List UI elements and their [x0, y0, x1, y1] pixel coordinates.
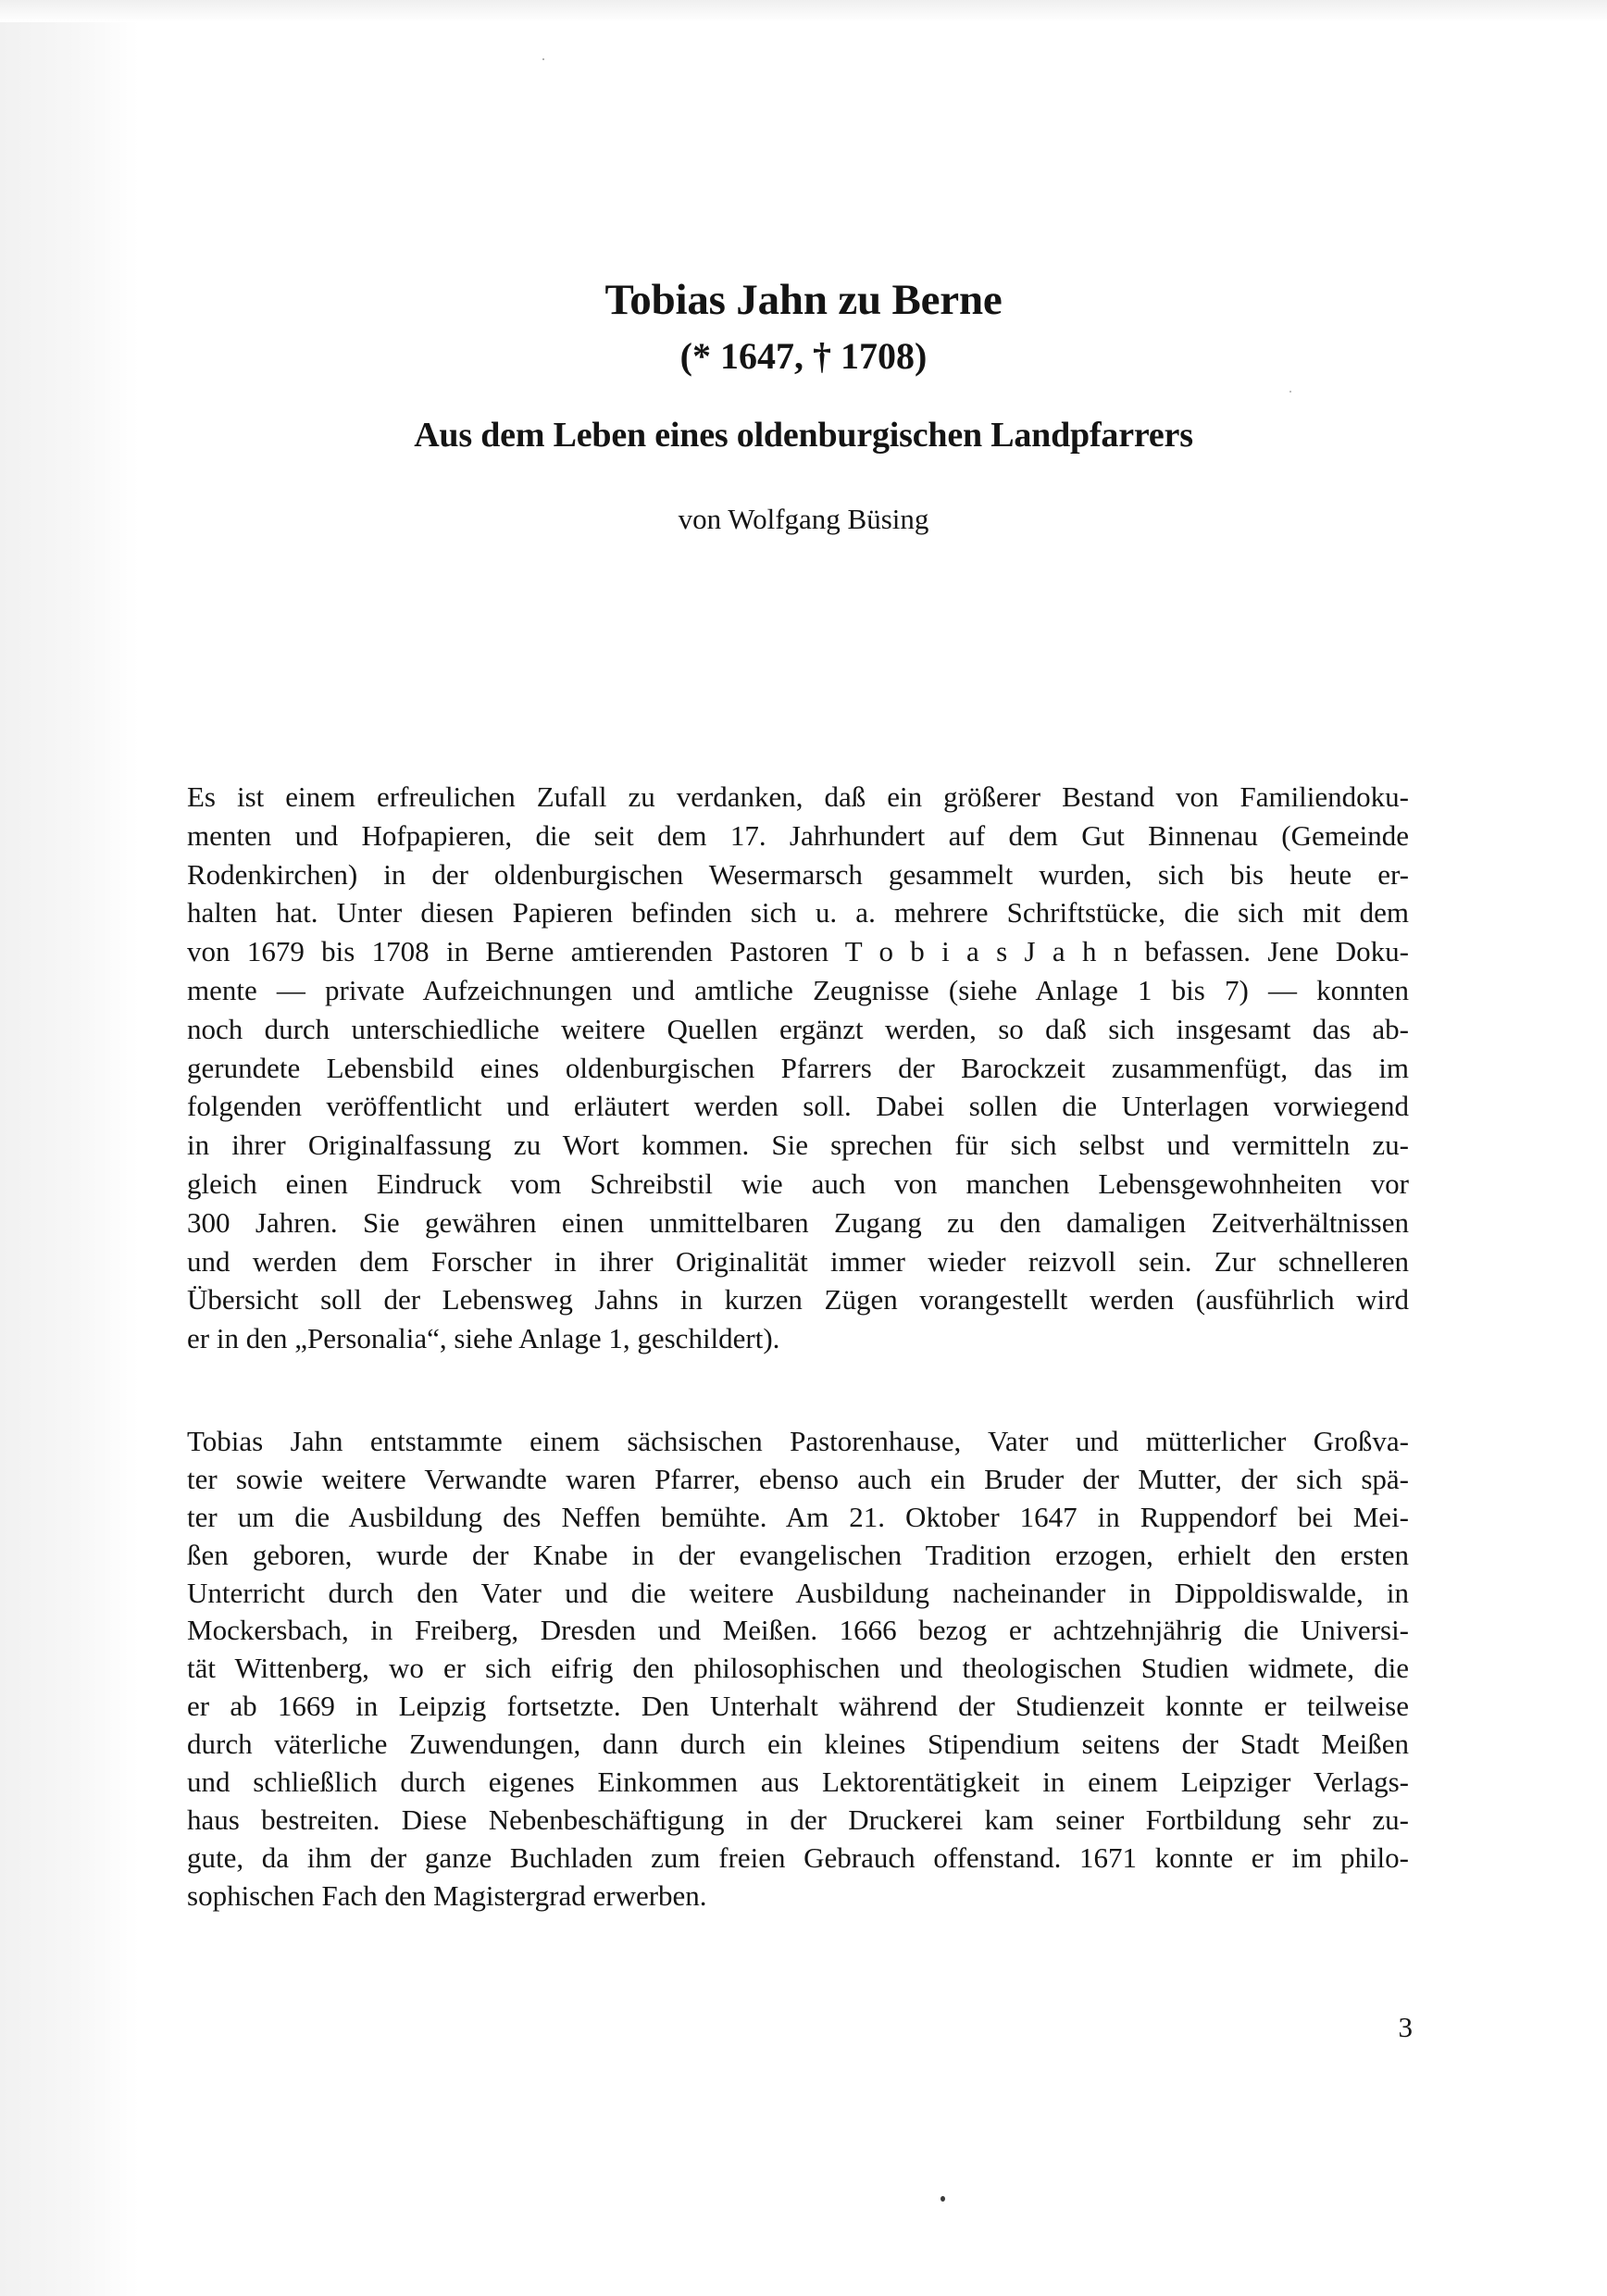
text-line: Mockersbach, in Freiberg, Dresden und Meißen. 1666 bezog er achtzehnjährig die Universi-	[187, 1614, 1409, 1647]
text-line: haus bestreiten. Diese Nebenbeschäftigung in der Druckerei kam seiner Fortbildung sehr zu-	[187, 1803, 1409, 1836]
text-line: Unterricht durch den Vater und die weitere Ausbildung nacheinander in Dippoldiswalde, in	[187, 1576, 1409, 1609]
text-line: 300 Jahren. Sie gewähren einen unmittelbaren Zugang zu den damaligen Zeitverhältnissen	[187, 1205, 1409, 1239]
text-line: ter sowie weitere Verwandte waren Pfarrer, ebenso auch ein Bruder der Mutter, der sich spä-	[187, 1462, 1409, 1495]
scan-top-shadow	[0, 0, 1607, 22]
text-line: mente — private Aufzeichnungen und amtliche Zeugnisse (siehe Anlage 1 bis 7) — konnten	[187, 973, 1409, 1006]
text-line: Tobias Jahn entstammte einem sächsischen Pastorenhause, Vater und mütterlicher Großva-	[187, 1425, 1409, 1457]
text-line: gute, da ihm der ganze Buchladen zum freien Gebrauch offenstand. 1671 konnte er im philo-	[187, 1841, 1409, 1874]
paragraph-biography	[187, 1423, 1409, 1915]
text-line: durch väterliche Zuwendungen, dann durch ein kleines Stipendium seitens der Stadt Meißen	[187, 1728, 1409, 1761]
text-line: Übersicht soll der Lebensweg Jahns in kurzen Zügen vorangestellt werden (ausführlich wird	[187, 1283, 1409, 1316]
author-line: von Wolfgang Büsing	[678, 503, 929, 535]
text-line: menten und Hofpapieren, die seit dem 17. Jahrhundert auf dem Gut Binnenau (Gemeinde	[187, 818, 1409, 852]
text-line: sophischen Fach den Magistergrad erwerben.	[187, 1878, 707, 1912]
text-line: ßen geboren, wurde der Knabe in der evangelischen Tradition erzogen, erhielt den ersten	[187, 1538, 1409, 1571]
life-dates: (* 1647, † 1708)	[679, 335, 928, 377]
text-line: folgenden veröffentlicht und erläutert werden soll. Dabei sollen die Unterlagen vorwiegend	[187, 1090, 1409, 1123]
text-line: er ab 1669 in Leipzig fortsetzte. Den Unterhalt während der Studienzeit konnte er teilweise	[187, 1690, 1409, 1723]
text-line: und werden dem Forscher in ihrer Originalität immer wieder reizvoll sein. Zur schnelleren	[187, 1244, 1409, 1278]
text-line: er in den „Personalia“, siehe Anlage 1, geschildert).	[187, 1322, 780, 1355]
text-line: halten hat. Unter diesen Papieren befinden sich u. a. mehrere Schriftstücke, die sich mit dem	[187, 896, 1409, 930]
text-line: und schließlich durch eigenes Einkommen aus Lektorentätigkeit in einem Leipziger Verlags-	[187, 1766, 1409, 1799]
text-line: gleich einen Eindruck vom Schreibstil wie auch von manchen Lebensgewohnheiten vor	[187, 1167, 1409, 1200]
text-line: ter um die Ausbildung des Neffen bemühte. Am 21. Oktober 1647 in Ruppendorf bei Mei-	[187, 1500, 1409, 1533]
paragraph-intro	[187, 778, 1409, 1358]
text-line: noch durch unterschiedliche weitere Quellen ergänzt werden, so daß sich insgesamt das ab-	[187, 1012, 1409, 1045]
scan-speck	[1289, 391, 1291, 393]
text-line: in ihrer Originalfassung zu Wort kommen. Sie sprechen für sich selbst und vermitteln zu-	[187, 1129, 1409, 1162]
article-subtitle: Aus dem Leben eines oldenburgischen Landpfarrers	[414, 416, 1193, 455]
text-line: Rodenkirchen) in der oldenburgischen Wesermarsch gesammelt wurden, sich bis heute er-	[187, 857, 1409, 891]
text-line: tät Wittenberg, wo er sich eifrig den philosophischen und theologischen Studien widmete, die	[187, 1652, 1409, 1685]
scan-speck	[542, 58, 544, 60]
page-number: 3	[1398, 2011, 1413, 2043]
text-line: gerundete Lebensbild eines oldenburgischen Pfarrers der Barockzeit zusammenfügt, das im	[187, 1051, 1409, 1084]
text-line: von 1679 bis 1708 in Berne amtierenden Pastoren T o b i a s J a h n befassen. Jene Doku-	[187, 935, 1409, 968]
text-line: Es ist einem erfreulichen Zufall zu verdanken, daß ein größerer Bestand von Familiendoku-	[187, 780, 1409, 813]
article-title: Tobias Jahn zu Berne	[604, 276, 1003, 324]
scan-speck	[941, 2196, 945, 2202]
